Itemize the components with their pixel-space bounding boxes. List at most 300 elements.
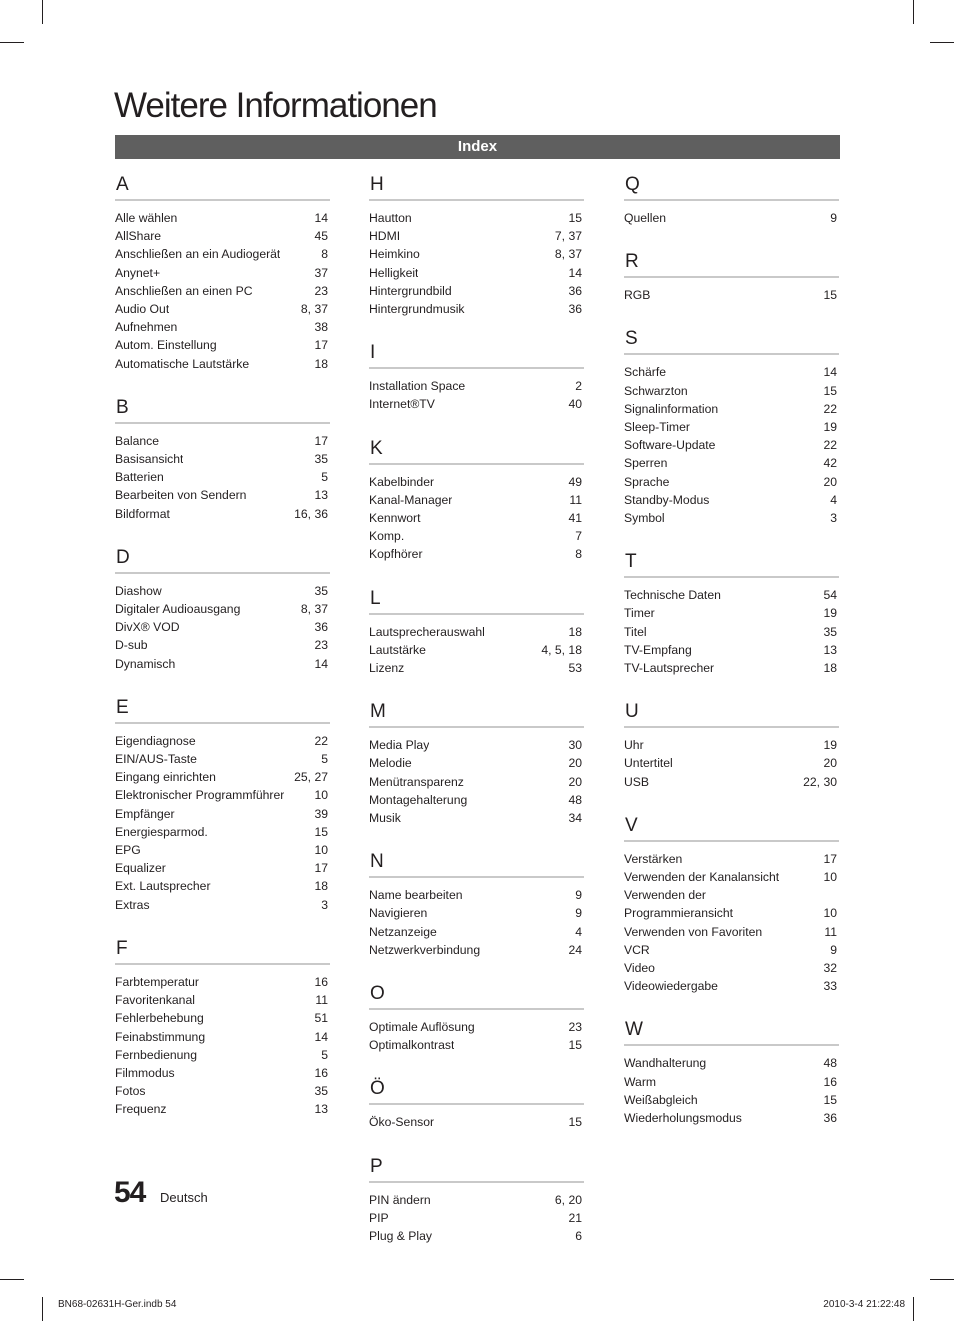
entry-term: Titel (624, 624, 647, 639)
index-entry (624, 773, 839, 791)
entry-term: Hintergrundmusik (369, 302, 465, 317)
entry-term: Anschließen an einen PC (115, 283, 253, 298)
page-title: Weitere Informationen (114, 86, 437, 125)
entry-page: 20 (568, 774, 582, 789)
index-entry (369, 941, 584, 959)
entry-term: Untertitel (624, 756, 673, 771)
entry-page: 17 (314, 861, 328, 876)
entry-page: 51 (314, 1011, 328, 1026)
entry-page: 18 (314, 879, 328, 894)
index-section (369, 848, 584, 959)
section-letter: H (369, 171, 584, 201)
index-entry (115, 732, 330, 750)
entry-term: Musik (369, 811, 401, 826)
entry-term: Verwenden der Kanalansicht (624, 870, 780, 885)
index-column-3 (624, 171, 839, 1148)
entry-term: EIN/AUS-Taste (115, 752, 197, 767)
entry-page: 10 (314, 788, 328, 803)
index-entry (115, 877, 330, 895)
index-entry (369, 886, 584, 904)
index-entry (369, 904, 584, 922)
index-section (369, 980, 584, 1054)
entry-term: Melodie (369, 756, 412, 771)
index-entry (115, 1064, 330, 1082)
index-entry (624, 1109, 839, 1127)
page-number: 54 (114, 1176, 146, 1209)
index-entry (624, 1054, 839, 1072)
index-entry (624, 418, 839, 436)
index-entry (369, 1227, 584, 1245)
entry-term: Signalinformation (624, 401, 719, 416)
index-entry (369, 245, 584, 263)
entry-page: 15 (823, 288, 837, 303)
index-entry (624, 868, 839, 886)
index-entry (624, 400, 839, 418)
entry-term: HDMI (369, 229, 401, 244)
index-entry (115, 1046, 330, 1064)
index-entry (369, 1036, 584, 1054)
entry-page: 16, 36 (294, 506, 328, 521)
entry-term: Programmieransicht (624, 906, 734, 921)
index-entry (624, 286, 839, 304)
index-entry (624, 941, 839, 959)
entry-term: Empfänger (115, 806, 175, 821)
entry-page: 38 (314, 320, 328, 335)
entry-term: Standby-Modus (624, 492, 710, 507)
index-entry (369, 659, 584, 677)
entry-term: Weißabgleich (624, 1092, 698, 1107)
entry-term: Energiesparmod. (115, 824, 208, 839)
index-section (624, 248, 839, 304)
entry-term: Netzwerkverbindung (369, 942, 481, 957)
entry-term: Frequenz (115, 1102, 167, 1117)
index-entry (369, 227, 584, 245)
index-entry (115, 1082, 330, 1100)
entry-page: 15 (568, 211, 582, 225)
index-entry (624, 1073, 839, 1091)
entry-term: Lautstärke (369, 642, 426, 657)
entry-page: 13 (314, 1102, 328, 1117)
index-entry (115, 841, 330, 859)
entry-term: Equalizer (115, 861, 166, 876)
entry-term: Netzanzeige (369, 924, 437, 939)
entry-term: Bildformat (115, 506, 170, 521)
entry-page: 6 (575, 1229, 582, 1244)
entry-page: 36 (823, 1111, 837, 1126)
index-entry (369, 736, 584, 754)
index-entry (115, 486, 330, 504)
entry-term: Uhr (624, 738, 644, 753)
entry-page: 37 (314, 265, 328, 280)
entry-term: Dynamisch (115, 656, 176, 671)
index-entry (369, 377, 584, 395)
entry-page: 13 (823, 642, 837, 657)
entry-page: 14 (314, 1029, 328, 1044)
entry-page: 8, 37 (554, 247, 582, 262)
index-entry (624, 586, 839, 604)
index-entry (624, 509, 839, 527)
index-entry (115, 1009, 330, 1027)
entry-term: Sprache (624, 474, 670, 489)
index-column-1 (115, 171, 330, 1140)
entry-page: 22, 30 (803, 774, 837, 789)
entry-page: 36 (314, 620, 328, 635)
index-entry (624, 623, 839, 641)
entry-term: Schwarzton (624, 383, 688, 398)
entry-term: Elektronischer Programmführer (115, 788, 285, 803)
entry-page: 23 (314, 283, 328, 298)
print-slug-file: BN68-02631H-Ger.indb 54 (58, 1299, 177, 1310)
entry-page: 35 (314, 452, 328, 467)
entry-page: 8, 37 (300, 602, 328, 617)
index-entry (369, 641, 584, 659)
entry-page (831, 886, 837, 904)
crop-mark (42, 1297, 43, 1321)
index-section (624, 171, 839, 227)
entry-page: 20 (823, 474, 837, 489)
entry-term: Montagehalterung (369, 792, 468, 807)
entry-page: 14 (314, 211, 328, 225)
section-letter: B (115, 394, 330, 424)
entry-page: 6, 20 (554, 1192, 582, 1207)
index-section (115, 171, 330, 373)
entry-page: 14 (314, 656, 328, 671)
index-entry (115, 636, 330, 654)
entry-term: Extras (115, 897, 150, 912)
entry-page: 40 (568, 397, 582, 412)
index-section (624, 548, 839, 677)
index-entry (624, 736, 839, 754)
entry-page: 18 (823, 661, 837, 676)
entry-term: AllShare (115, 229, 162, 244)
entry-term: Kennwort (369, 511, 421, 526)
section-letter: U (624, 698, 839, 728)
index-section (369, 435, 584, 564)
entry-page: 4 (575, 924, 582, 939)
entry-term: Optimalkontrast (369, 1038, 455, 1053)
entry-page: 9 (830, 211, 837, 225)
section-letter: L (369, 585, 584, 615)
entry-term: TV-Lautsprecher (624, 661, 715, 676)
section-letter: A (115, 171, 330, 201)
entry-term: Menütransparenz (369, 774, 464, 789)
entry-term: Fernbedienung (115, 1047, 197, 1062)
entry-page: 19 (823, 420, 837, 435)
index-entry (624, 382, 839, 400)
index-entry (115, 973, 330, 991)
entry-page: 13 (314, 488, 328, 503)
index-entry (624, 491, 839, 509)
entry-term: Warm (624, 1074, 657, 1089)
index-entry (115, 264, 330, 282)
entry-term: USB (624, 774, 650, 789)
entry-page: 9 (575, 906, 582, 921)
index-section (115, 544, 330, 673)
print-slug-date: 2010-3-4 21:22:48 (823, 1299, 905, 1310)
section-letter: N (369, 848, 584, 878)
entry-term: Favoritenkanal (115, 993, 195, 1008)
entry-page: 22 (314, 733, 328, 748)
entry-term: Technische Daten (624, 588, 721, 603)
index-entry (624, 363, 839, 381)
entry-page: 39 (314, 806, 328, 821)
entry-page: 41 (568, 511, 582, 526)
index-entry (115, 245, 330, 263)
index-entry (369, 473, 584, 491)
entry-term: DivX® VOD (115, 620, 180, 635)
index-entry (115, 432, 330, 450)
entry-page: 10 (823, 906, 837, 921)
index-entry (115, 750, 330, 768)
section-letter: V (624, 812, 839, 842)
entry-term: Anynet+ (115, 265, 161, 280)
entry-page: 4, 5, 18 (541, 642, 582, 657)
index-entry (115, 468, 330, 486)
index-entry (115, 896, 330, 914)
entry-term: Optimale Auflösung (369, 1020, 475, 1035)
index-entry (624, 473, 839, 491)
index-section (369, 171, 584, 318)
entry-page: 15 (568, 1038, 582, 1053)
index-entry (115, 336, 330, 354)
entry-page: 24 (568, 942, 582, 957)
entry-page: 17 (314, 433, 328, 448)
entry-term: Wandhalterung (624, 1056, 707, 1071)
entry-page: 48 (823, 1056, 837, 1071)
index-entry (369, 1018, 584, 1036)
entry-page: 19 (823, 606, 837, 621)
section-letter: R (624, 248, 839, 278)
entry-term: Filmmodus (115, 1065, 175, 1080)
index-entry (369, 623, 584, 641)
entry-page: 36 (568, 302, 582, 317)
section-letter: S (624, 325, 839, 355)
entry-page: 23 (568, 1020, 582, 1035)
section-letter: D (115, 544, 330, 574)
entry-page: 35 (314, 1084, 328, 1099)
index-entry (369, 923, 584, 941)
index-entry (624, 923, 839, 941)
entry-page: 10 (314, 843, 328, 858)
entry-page: 22 (823, 438, 837, 453)
crop-mark (930, 42, 954, 43)
entry-term: Videowiedergabe (624, 979, 718, 994)
entry-page: 16 (823, 1074, 837, 1089)
entry-term: Basisansicht (115, 452, 184, 467)
entry-term: Verwenden von Favoriten (624, 924, 763, 939)
section-letter: K (369, 435, 584, 465)
entry-page: 3 (830, 511, 837, 526)
entry-page: 48 (568, 792, 582, 807)
entry-page: 11 (824, 924, 837, 939)
index-entry (624, 641, 839, 659)
index-entry (369, 1209, 584, 1227)
section-letter: E (115, 694, 330, 724)
entry-page: 22 (823, 401, 837, 416)
entry-page: 36 (568, 283, 582, 298)
entry-page: 8, 37 (300, 302, 328, 317)
entry-page: 16 (314, 1065, 328, 1080)
entry-term: Sperren (624, 456, 668, 471)
entry-term: Helligkeit (369, 265, 419, 280)
entry-page: 8 (321, 247, 328, 262)
index-entry (115, 209, 330, 227)
entry-term: Kabelbinder (369, 474, 435, 489)
crop-mark (42, 0, 43, 24)
index-section (369, 585, 584, 678)
entry-page: 25, 27 (294, 770, 328, 785)
index-entry (115, 1028, 330, 1046)
index-entry (115, 768, 330, 786)
entry-term: VCR (624, 942, 650, 957)
index-entry (115, 282, 330, 300)
entry-term: Lautsprecherauswahl (369, 624, 485, 639)
entry-page: 15 (314, 824, 328, 839)
entry-term: Hintergrundbild (369, 283, 452, 298)
entry-page: 35 (823, 624, 837, 639)
entry-page: 17 (314, 338, 328, 353)
index-entry (624, 209, 839, 227)
entry-page: 23 (314, 638, 328, 653)
index-entry (624, 1091, 839, 1109)
entry-page: 9 (830, 942, 837, 957)
entry-page: 5 (321, 1047, 328, 1062)
entry-term: PIN ändern (369, 1192, 431, 1207)
entry-term: Autom. Einstellung (115, 338, 217, 353)
entry-term: RGB (624, 288, 651, 303)
entry-page: 7 (575, 529, 582, 544)
entry-term: Feinabstimmung (115, 1029, 206, 1044)
index-entry (369, 209, 584, 227)
entry-page: 21 (568, 1210, 582, 1225)
entry-term: Internet®TV (369, 397, 435, 412)
index-entry (115, 859, 330, 877)
entry-page: 14 (568, 265, 582, 280)
entry-page: 5 (321, 470, 328, 485)
entry-term: Batterien (115, 470, 164, 485)
index-entry (369, 491, 584, 509)
entry-term: Wiederholungsmodus (624, 1111, 742, 1126)
index-entry (115, 318, 330, 336)
entry-term: Media Play (369, 738, 430, 753)
index-entry (369, 1113, 584, 1131)
index-entry (624, 454, 839, 472)
section-letter: Q (624, 171, 839, 201)
section-letter: O (369, 980, 584, 1010)
index-entry (115, 355, 330, 373)
entry-page: 34 (568, 811, 582, 826)
entry-page: 16 (314, 974, 328, 989)
entry-term: Heimkino (369, 247, 420, 262)
section-letter: W (624, 1016, 839, 1046)
entry-page: 2 (575, 379, 582, 394)
index-entry (624, 886, 839, 904)
entry-term: Sleep-Timer (624, 420, 690, 435)
index-entry (624, 604, 839, 622)
index-section (115, 694, 330, 914)
entry-term: Verstärken (624, 851, 683, 866)
entry-term: EPG (115, 843, 141, 858)
index-section (115, 394, 330, 523)
index-section (115, 935, 330, 1119)
entry-term: Symbol (624, 511, 665, 526)
entry-page: 7, 37 (554, 229, 582, 244)
entry-term: Ext. Lautsprecher (115, 879, 211, 894)
section-letter: T (624, 548, 839, 578)
index-section (369, 1075, 584, 1131)
entry-page: 10 (823, 870, 837, 885)
entry-page: 33 (823, 979, 837, 994)
index-entry (115, 823, 330, 841)
entry-page: 19 (823, 738, 837, 753)
entry-term: Digitaler Audioausgang (115, 602, 241, 617)
entry-term: Bearbeiten von Sendern (115, 488, 247, 503)
entry-page: 15 (823, 1092, 837, 1107)
section-letter: F (115, 935, 330, 965)
entry-page: 20 (568, 756, 582, 771)
entry-page: 11 (569, 492, 582, 507)
entry-page: 5 (321, 752, 328, 767)
entry-term: Lizenz (369, 661, 405, 676)
entry-page: 8 (575, 547, 582, 562)
entry-term: Verwenden der (624, 888, 706, 903)
index-heading-bar: Index (115, 135, 840, 159)
entry-term: Quellen (624, 211, 667, 225)
index-entry (115, 300, 330, 318)
entry-term: TV-Empfang (624, 642, 692, 657)
index-entry (115, 227, 330, 245)
index-entry (369, 395, 584, 413)
index-column-2 (369, 171, 584, 1266)
entry-term: Farbtemperatur (115, 974, 199, 989)
entry-page: 4 (830, 492, 837, 507)
index-entry (369, 754, 584, 772)
entry-page: 18 (314, 356, 328, 371)
entry-term: Automatische Lautstärke (115, 356, 250, 371)
index-section (624, 698, 839, 791)
entry-term: Balance (115, 433, 160, 448)
index-entry (369, 282, 584, 300)
entry-term: D-sub (115, 638, 148, 653)
index-entry (369, 300, 584, 318)
entry-term: Kopfhörer (369, 547, 423, 562)
entry-page: 20 (823, 756, 837, 771)
index-entry (115, 991, 330, 1009)
entry-page: 14 (823, 365, 837, 380)
index-entry (624, 959, 839, 977)
index-entry (115, 618, 330, 636)
entry-term: Eingang einrichten (115, 770, 216, 785)
entry-page: 18 (568, 624, 582, 639)
section-letter: M (369, 698, 584, 728)
entry-term: Öko-Sensor (369, 1115, 435, 1130)
index-section (624, 325, 839, 527)
section-letter: P (369, 1153, 584, 1183)
index-entry (115, 786, 330, 804)
entry-term: Komp. (369, 529, 405, 544)
entry-page: 9 (575, 888, 582, 903)
index-entry (369, 773, 584, 791)
entry-term: Plug & Play (369, 1229, 433, 1244)
entry-term: Kanal-Manager (369, 492, 453, 507)
entry-term: Navigieren (369, 906, 428, 921)
section-letter: I (369, 339, 584, 369)
entry-term: Hautton (369, 211, 412, 225)
section-letter: Ö (369, 1075, 584, 1105)
crop-mark (930, 1279, 954, 1280)
entry-term: Timer (624, 606, 655, 621)
index-entry (624, 754, 839, 772)
